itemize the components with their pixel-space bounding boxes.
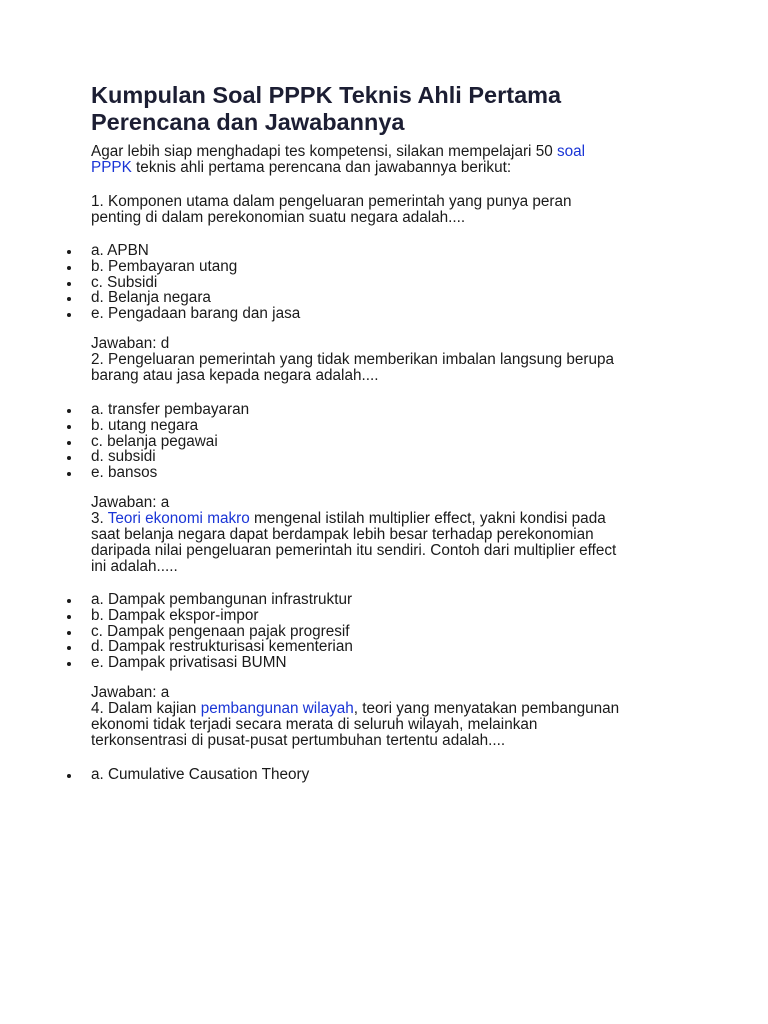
link-pembangunan-wilayah[interactable]: pembangunan wilayah [200, 700, 354, 717]
link-teori-ekonomi-makro[interactable]: Teori ekonomi makro [107, 510, 250, 527]
question-3-line-2: saat belanja negara dapat berdampak lebih besar terhadap perekonomian [91, 526, 594, 543]
link-pppk[interactable]: PPPK [91, 159, 132, 176]
answer-2: Jawaban: a [91, 494, 170, 511]
option: d. subsidi [0, 449, 700, 465]
option: b. Pembayaran utang [0, 259, 700, 275]
question-4-line-1: 4. Dalam kajian pembangunan wilayah, teori yang menyatakan pembangunan [91, 700, 620, 717]
intro-line-2: PPPK teknis ahli pertama perencana dan jawabannya berikut: [91, 159, 512, 176]
option: c. belanja pegawai [0, 434, 700, 450]
option: e. Pengadaan barang dan jasa [0, 306, 700, 322]
link-soal[interactable]: soal [556, 143, 586, 160]
question-3-line-3: daripada nilai pengeluaran pemerintah itu sendiri. Contoh dari multiplier effect [91, 542, 617, 559]
option: e. Dampak privatisasi BUMN [0, 655, 700, 671]
question-3-line-4: ini adalah..... [91, 558, 178, 575]
question-2-line-2: barang atau jasa kepada negara adalah.... [91, 367, 379, 384]
question-3-options [0, 592, 700, 671]
question-2-options [0, 402, 700, 481]
option: a. APBN [0, 243, 700, 259]
answer-3: Jawaban: a [91, 684, 170, 701]
option: a. Dampak pembangunan infrastruktur [0, 592, 700, 608]
answer-1: Jawaban: d [91, 335, 170, 352]
question-1-line-2: penting di dalam perekonomian suatu negara adalah.... [91, 209, 466, 226]
question-4-line-2: ekonomi tidak terjadi secara merata di seluruh wilayah, melainkan [91, 716, 538, 733]
option: d. Dampak restrukturisasi kementerian [0, 639, 700, 655]
question-2-line-1: 2. Pengeluaran pemerintah yang tidak memberikan imbalan langsung berupa [91, 351, 614, 368]
option: b. utang negara [0, 418, 700, 434]
option: a. transfer pembayaran [0, 402, 700, 418]
title-line-1: Kumpulan Soal PPPK Teknis Ahli Pertama [91, 82, 562, 108]
question-1-line-1: 1. Komponen utama dalam pengeluaran pemerintah yang punya peran [91, 193, 572, 210]
option: c. Subsidi [0, 275, 700, 291]
option: d. Belanja negara [0, 290, 700, 306]
option: a. Cumulative Causation Theory [0, 767, 700, 783]
question-1-options [0, 243, 700, 322]
intro-line-1: Agar lebih siap menghadapi tes kompetensi, silakan mempelajari 50 soal [91, 143, 586, 160]
option: e. bansos [0, 465, 700, 481]
question-4-options [0, 767, 700, 783]
option: b. Dampak ekspor-impor [0, 608, 700, 624]
question-3-line-1: 3. Teori ekonomi makro mengenal istilah multiplier effect, yakni kondisi pada [91, 510, 606, 527]
title-line-2: Perencana dan Jawabannya [91, 109, 405, 135]
question-4-line-3: terkonsentrasi di pusat-pusat pertumbuhan tertentu adalah.... [91, 732, 506, 749]
option: c. Dampak pengenaan pajak progresif [0, 624, 700, 640]
article-title [91, 82, 711, 136]
